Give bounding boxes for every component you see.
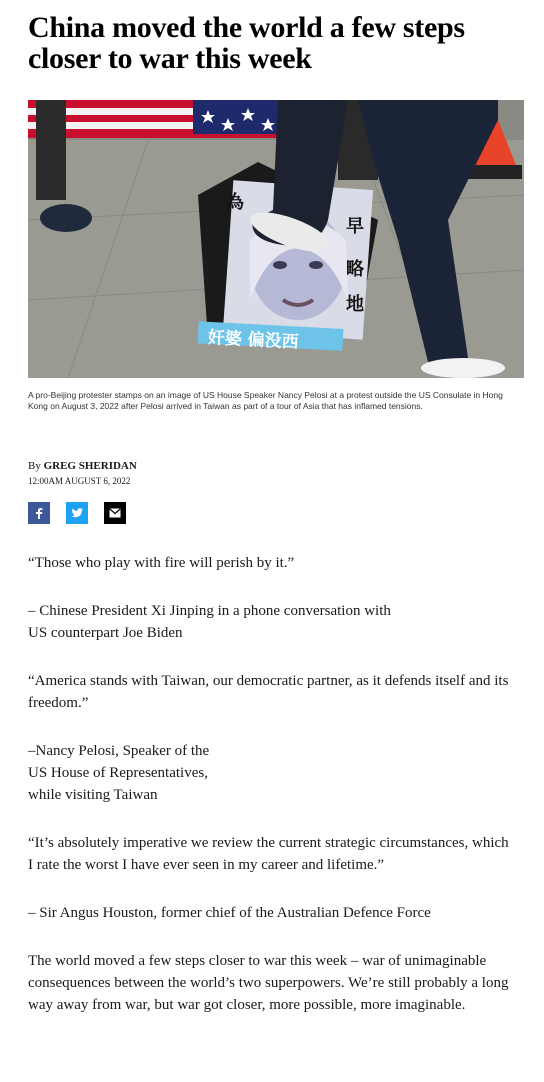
article-hero-image	[28, 100, 524, 378]
byline-prefix: By	[28, 460, 44, 472]
byline	[28, 460, 516, 473]
twitter-icon	[71, 508, 83, 518]
facebook-icon	[34, 507, 44, 519]
sign-right-text-3: 地	[346, 294, 364, 315]
protest-photo	[28, 100, 524, 378]
email-icon	[109, 508, 121, 518]
body-paragraph-1: “Those who play with fire will perish by it.”	[28, 555, 295, 571]
sign-left-text: 為	[226, 192, 244, 213]
sign-bottom-text: 奸婆 偏没西	[207, 327, 300, 353]
author-link[interactable]: GREG SHERIDAN	[43, 460, 137, 472]
share-bar	[28, 502, 516, 524]
article-headline: China moved the world a few steps closer to war this week	[28, 11, 465, 75]
body-paragraph-4: –Nancy Pelosi, Speaker of the US House of Representatives, while visiting Taiwan	[28, 743, 210, 803]
sign-right-text-1: 早	[346, 216, 364, 237]
share-facebook-button[interactable]	[28, 502, 50, 524]
article-page	[0, 12, 544, 1016]
share-twitter-button[interactable]	[66, 502, 88, 524]
image-caption: A pro-Beijing protester stamps on an image of US House Speaker Nancy Pelosi at a protest outside the US Consulate in Hong Kong on August 3, 2022 after Pelosi arrived in Taiwan as part of a tour of Asia that has inflamed tensions.	[28, 390, 503, 411]
body-paragraph-3: “America stands with Taiwan, our democratic partner, as it defends itself and its freedom.”	[28, 673, 509, 711]
share-email-button[interactable]	[104, 502, 126, 524]
body-paragraph-2: – Chinese President Xi Jinping in a phone conversation with US counterpart Joe Biden	[28, 603, 391, 641]
sign-right-text-2: 略	[346, 259, 364, 280]
publish-timestamp: 12:00AM AUGUST 6, 2022	[28, 476, 131, 486]
article-body	[28, 552, 516, 1016]
body-paragraph-6: – Sir Angus Houston, former chief of the Australian Defence Force	[28, 905, 431, 921]
body-paragraph-7: The world moved a few steps closer to war this week – war of unimaginable consequences between the world’s two superpowers. We’re still probably a long way away from war, but war got closer, more possible, more imaginable.	[28, 953, 509, 1013]
body-paragraph-5: “It’s absolutely imperative we review the current strategic circumstances, which I rate the worst I have ever seen in my career and lifetime.”	[28, 835, 509, 873]
